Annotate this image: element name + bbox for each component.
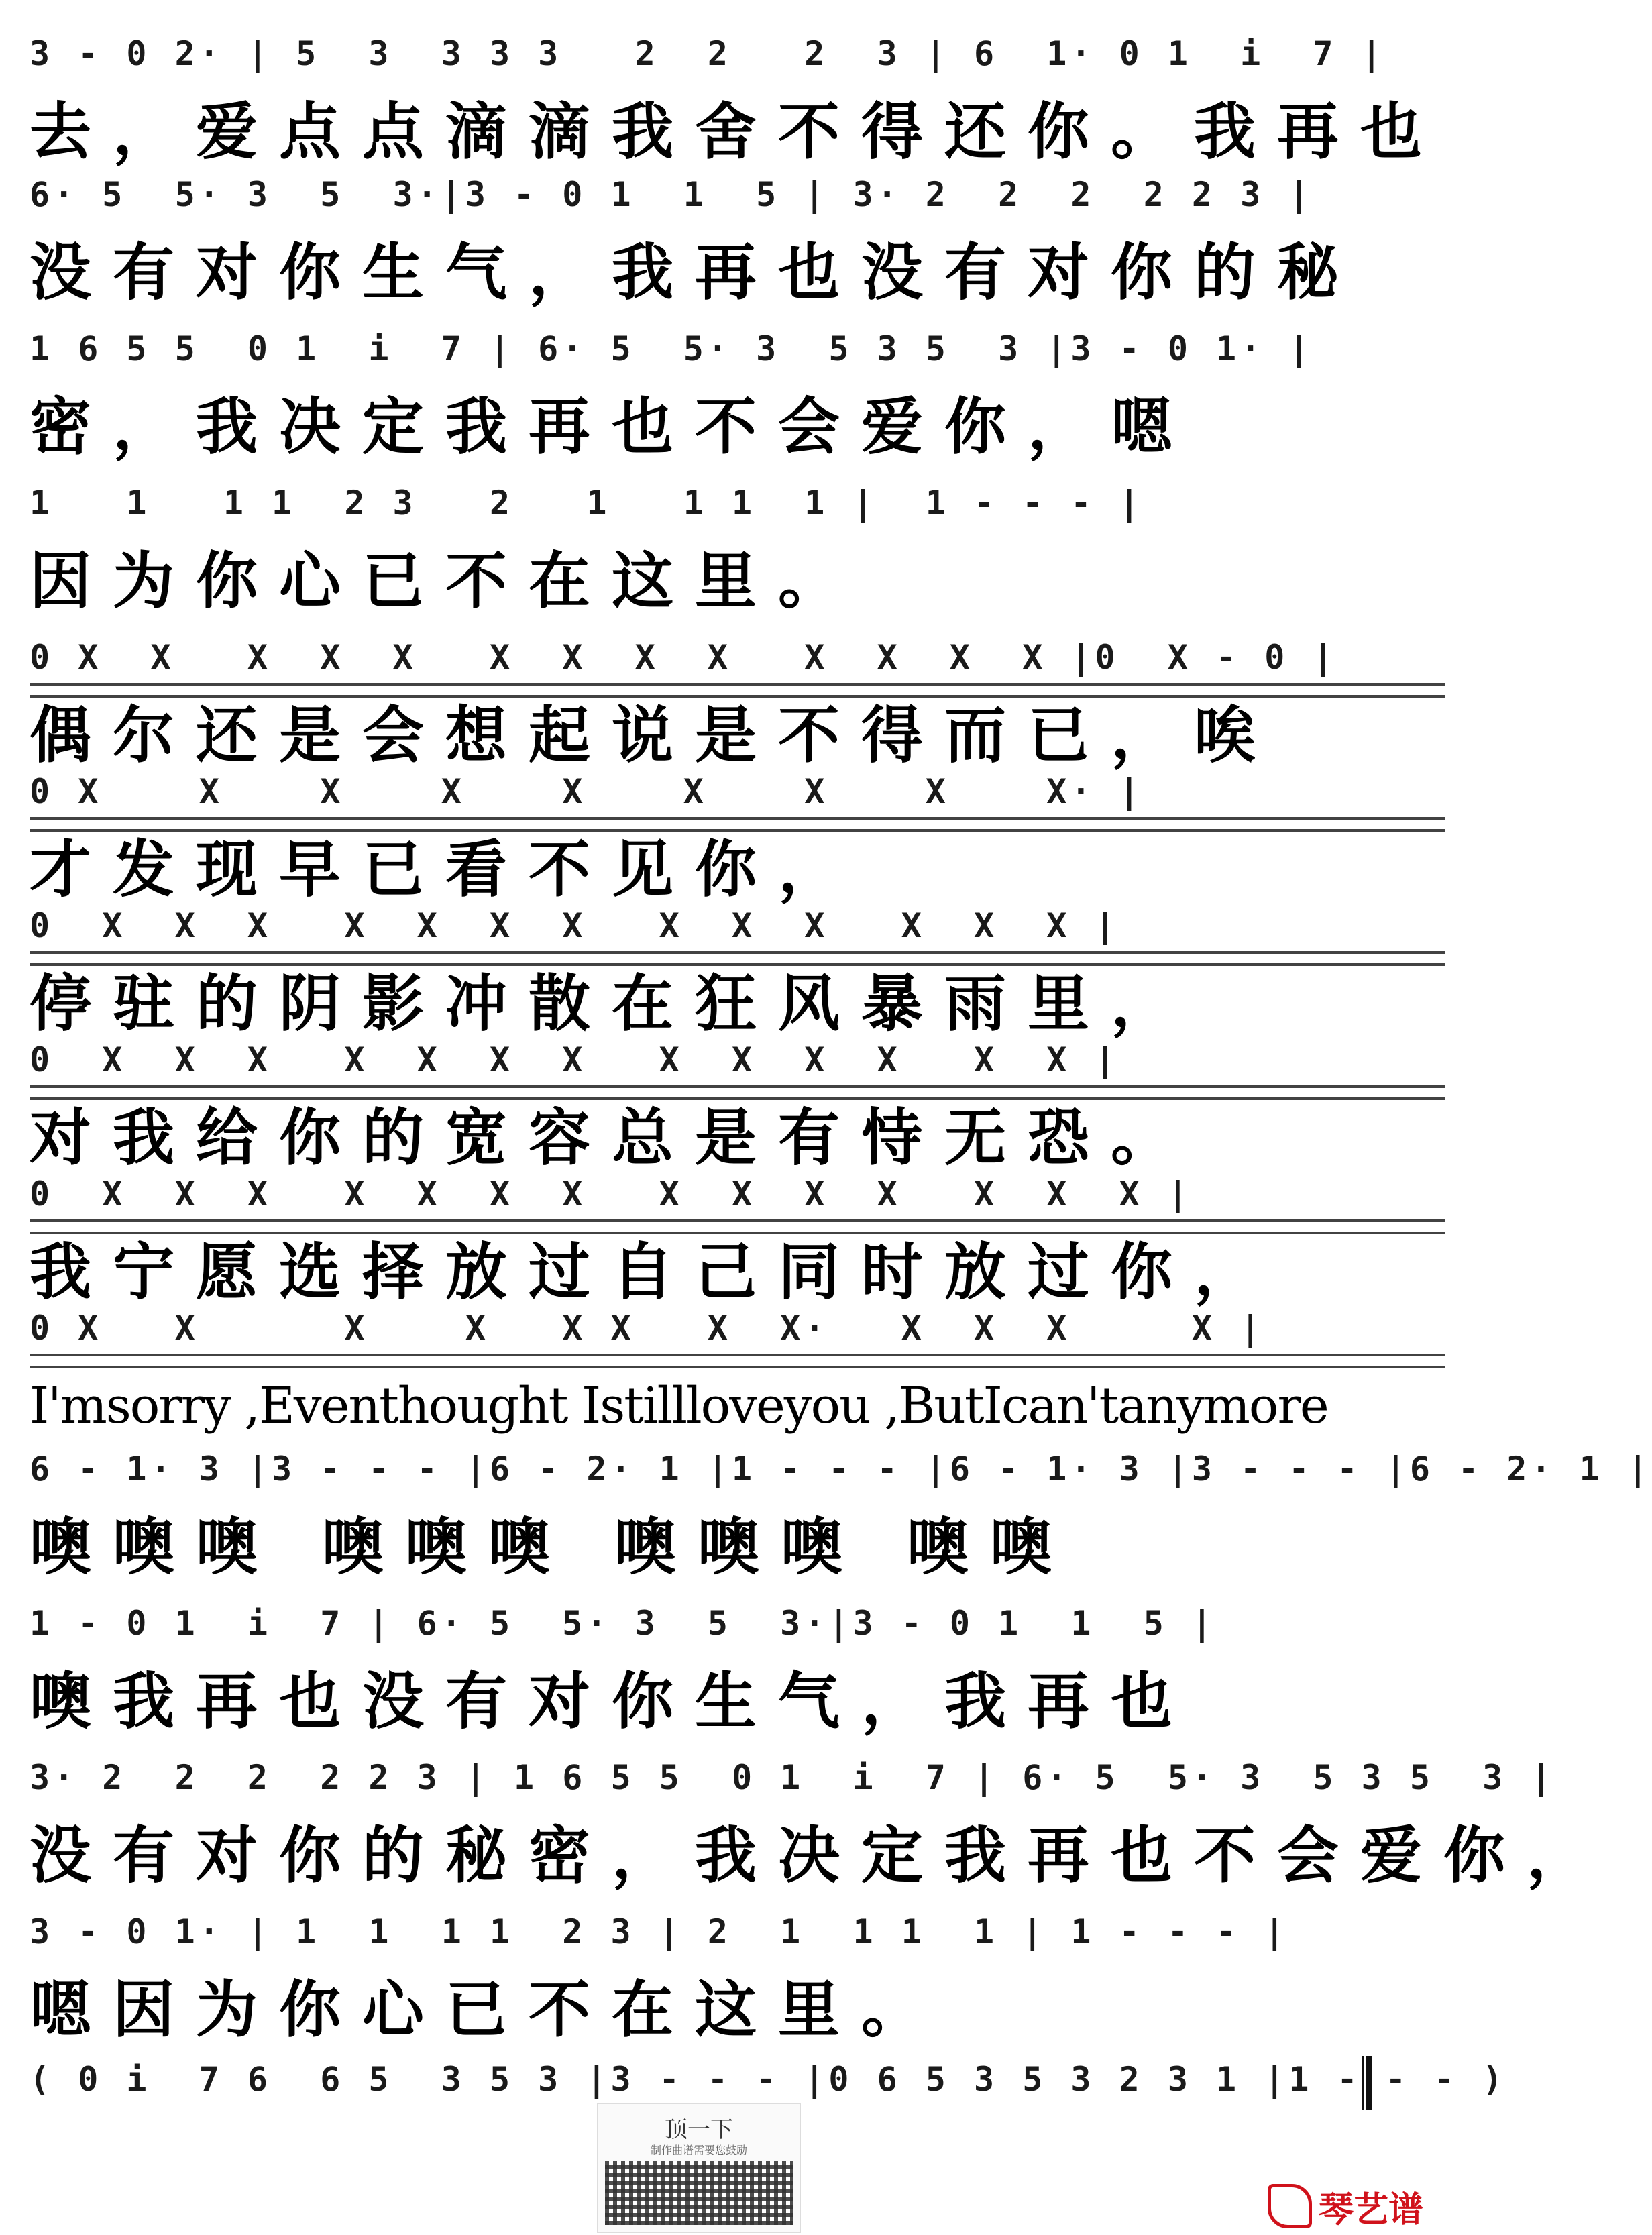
notation: 0 X X X X X X X X· X X X X | — [30, 1309, 1265, 1348]
score-line-12 — [30, 1596, 1445, 1757]
lyrics: 噢噢噢 噢噢噢 噢噢噢 噢噢 — [30, 1511, 1074, 1583]
lyrics: 密，我决定我再也不会爱你，嗯 — [30, 390, 1195, 463]
qr-code-icon — [605, 2161, 793, 2225]
notation: 0 X X X X X X X X X X X X X | — [30, 1040, 1119, 1079]
lyrics: I'msorry ,Eventhought Istillloveyou ,ButIcan'tanymore — [30, 1377, 1328, 1435]
notation: 3 - 0 1· | 1 1 1 1 2 3 | 2 1 1 1 1 | 1 - - - | — [30, 1912, 1289, 1951]
score-line-2 — [30, 168, 1445, 329]
notation: 1 6 5 5 0 1 i 7 | 6· 5 5· 3 5 3 5 3 |3 - 0 1· | — [30, 329, 1313, 368]
score-line-1 — [30, 27, 1445, 188]
notation: 3 - 0 2· | 5 3 3 3 3 2 2 2 3 | 6 1· 0 1 i 7 | — [30, 34, 1386, 73]
notation: 1 1 1 1 2 3 2 1 1 1 1 | 1 - - - | — [30, 484, 1144, 523]
notation: 6· 5 5· 3 5 3·|3 - 0 1 1 5 | 3· 2 2 2 2 2 3 | — [30, 175, 1313, 214]
like-title: 顶一下 — [665, 2116, 733, 2143]
lyrics: 没有对你的秘密，我决定我再也不会爱你， — [30, 1819, 1610, 1892]
score-line-4 — [30, 476, 1445, 637]
notation: 3· 2 2 2 2 2 3 | 1 6 5 5 0 1 i 7 | 6· 5 5· 3 5 3 5 3 | — [30, 1758, 1555, 1797]
final-barline — [1362, 2056, 1372, 2110]
brand-mark-icon — [1268, 2184, 1312, 2228]
score-line-11 — [30, 1442, 1652, 1603]
lyrics: 偶尔还是会想起说是不得而已，唉 — [30, 699, 1278, 771]
like-subtitle: 制作曲谱需要您鼓励 — [650, 2144, 747, 2157]
lyrics: 我宁愿选择放过自己同时放过你， — [30, 1236, 1278, 1308]
notation: ( 0 i 7 6 6 5 3 5 3 |3 - - - |0 6 5 3 5 3 2 3 1 |1 - - - ) — [30, 2060, 1507, 2099]
lyrics: 去，爱点点滴滴我舍不得还你。我再也 — [30, 95, 1444, 168]
notation: 1 - 0 1 i 7 | 6· 5 5· 3 5 3·|3 - 0 1 1 5 | — [30, 1604, 1217, 1643]
score-line-10 — [30, 1301, 1445, 1462]
brand-logo — [1268, 2180, 1469, 2230]
notation: 0 X X X X X X X X X X X X X X | — [30, 1175, 1192, 1213]
score-line-3 — [30, 322, 1445, 483]
notation: 0 X X X X X X X X X X X X X |0 X - 0 | — [30, 638, 1337, 677]
lyrics: 对我给你的宽容总是有恃无恐。 — [30, 1101, 1195, 1174]
lyrics: 停驻的阴影冲散在狂风暴雨里， — [30, 967, 1195, 1040]
lyrics: 没有对你生气，我再也没有对你的秘 — [30, 236, 1361, 309]
score-line-14 — [30, 1905, 1445, 2066]
brand-name: 琴艺谱 — [1319, 2190, 1424, 2230]
notation: 0 X X X X X X X X X· | — [30, 772, 1144, 811]
lyrics: 嗯因为你心已不在这里。 — [30, 1973, 945, 2046]
like-badge[interactable] — [597, 2103, 801, 2233]
notation: 0 X X X X X X X X X X X X X | — [30, 906, 1119, 945]
notation: 6 - 1· 3 |3 - - - |6 - 2· 1 |1 - - - |6 - 1· 3 |3 - - - |6 - 2· 1 | — [30, 1450, 1652, 1488]
score-line-13 — [30, 1751, 1610, 1912]
lyrics: 因为你心已不在这里。 — [30, 545, 862, 617]
lyrics: 噢我再也没有对你生气，我再也 — [30, 1665, 1195, 1737]
lyrics: 才发现早已看不见你， — [30, 833, 862, 906]
